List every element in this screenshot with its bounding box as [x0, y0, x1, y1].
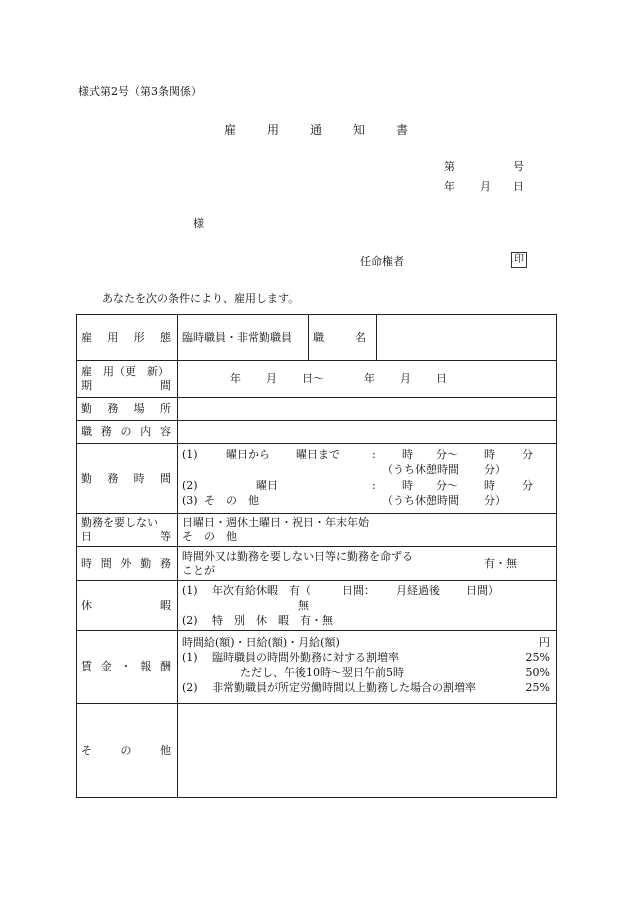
hours-line4-break: （うち休憩時間 [382, 493, 459, 507]
label-char: 暇 [160, 598, 171, 612]
hours-line1-from: 曜日から [226, 447, 270, 461]
row-leave [77, 581, 557, 631]
label-char: そ [81, 743, 92, 757]
label-leave [77, 581, 178, 631]
row-overtime [77, 547, 557, 581]
form-number: 様式第2号（第3条関係） [78, 85, 202, 98]
overtime-choice: 有・無 [484, 556, 517, 570]
hours-line1-num: (1) [182, 447, 198, 461]
label-char: 休 [81, 598, 92, 612]
hours-line3-colon: : [372, 478, 376, 492]
wages-line4-text: 非常勤職員が所定労働時間以上勤務した場合の割増率 [212, 681, 476, 694]
label-char: 職 [81, 425, 92, 438]
overtime-value[interactable] [178, 547, 557, 581]
leave-line2-text: 特 別 休 暇 有・無 [212, 613, 333, 627]
hours-line1-hour: 時 [402, 447, 413, 461]
period-month2: 月 [400, 372, 411, 385]
wages-line4-rate: 25% [525, 681, 550, 694]
hours-line4-text: そ の 他 [204, 493, 259, 507]
workplace-value[interactable] [178, 398, 557, 421]
label-char: の [120, 425, 132, 438]
period-month1: 月 [266, 372, 277, 385]
row-wages [77, 631, 557, 704]
label-char: 勤 [81, 471, 92, 485]
label-char: 金 [100, 660, 112, 673]
label-char: 所 [159, 402, 171, 415]
holidays-value[interactable] [178, 514, 557, 547]
hours-line1-hour2: 時 [484, 447, 495, 461]
period-day1: 日～ [302, 372, 324, 385]
label-char: 場 [133, 402, 145, 415]
hours-line2: （うち休憩時間 [382, 462, 459, 476]
leave-line2-num: (2) [182, 613, 198, 627]
row-workplace [77, 398, 557, 421]
number-prefix: 第 [444, 160, 455, 173]
hours-line1-min2: 分 [522, 447, 533, 461]
holidays-line2: そ の 他 [182, 530, 237, 543]
label-overtime [77, 547, 178, 581]
hours-line4-min: 分） [484, 493, 506, 507]
label-char: 雇 [81, 330, 92, 344]
label-wages [77, 631, 178, 704]
label-duties [77, 421, 178, 444]
appointer-label: 任命権者 [360, 255, 404, 268]
job-title-value[interactable] [377, 315, 557, 361]
wages-line2-text: 臨時職員の時間外勤務に対する割増率 [212, 651, 399, 664]
label-char: 務 [107, 402, 119, 415]
wages-line4-num: (2) [182, 681, 198, 694]
addressee-suffix: 様 [193, 217, 204, 230]
label-char: 時 [133, 471, 145, 485]
period-day2: 日 [436, 372, 447, 385]
label-char: 間 [100, 556, 112, 570]
label-char: 形 [133, 330, 145, 344]
leave-line1-days: 日間： [342, 583, 375, 597]
row-holidays [77, 514, 557, 547]
period-year1: 年 [230, 372, 241, 385]
title-char: 雇 [224, 123, 237, 137]
row-period [77, 361, 557, 398]
date-day: 日 [513, 180, 524, 193]
wages-line3-text: ただし、午後10時～翌日午前5時 [240, 666, 404, 679]
leave-line1-days2: 日間） [466, 583, 499, 597]
wages-line2-num: (1) [182, 651, 198, 664]
label-char: 間 [159, 471, 171, 485]
hours-line3-hour: 時 [402, 478, 413, 492]
label-char: 名 [355, 330, 366, 344]
label-char: 勤 [140, 556, 152, 570]
document-title [224, 124, 439, 136]
label-line: 雇 用（更 新） [81, 365, 169, 378]
label-char: 勤 [81, 402, 92, 415]
hours-line3-num: (2) [182, 478, 198, 492]
leave-line1-text: 年次有給休暇 有（ [212, 583, 311, 597]
label-line: 勤務を要しない [81, 516, 158, 529]
hours-line2-min: 分） [484, 462, 506, 476]
label-other [77, 704, 178, 798]
label-work-hours [77, 444, 178, 514]
label-char: 職 [313, 330, 324, 344]
label-char: 報 [140, 660, 152, 673]
hours-line3-min: 分～ [436, 478, 458, 492]
row-other [77, 704, 557, 798]
employment-conditions-table [76, 314, 557, 798]
title-char: 用 [267, 123, 280, 137]
employment-type-value: 臨時職員・非常勤職員 [178, 315, 309, 361]
label-char: 等 [160, 530, 171, 543]
number-suffix: 号 [513, 160, 524, 173]
label-char: 用 [107, 330, 119, 344]
hours-line3-hour2: 時 [484, 478, 495, 492]
leave-line1-num: (1) [182, 583, 198, 597]
label-char: 酬 [160, 660, 171, 673]
hours-line4-num: (3) [182, 493, 198, 507]
label-char: 務 [160, 556, 171, 570]
hours-line1-min: 分～ [436, 447, 458, 461]
intro-text: あなたを次の条件により、雇用します。 [102, 292, 300, 305]
label-char: 内 [140, 425, 152, 438]
duties-value[interactable] [178, 421, 557, 444]
title-char: 知 [353, 123, 366, 137]
leave-line1-none: 無 [298, 598, 309, 612]
wages-line1-unit: 円 [539, 636, 550, 649]
leave-value[interactable] [178, 581, 557, 631]
row-work-hours [77, 444, 557, 514]
label-char: 間 [160, 379, 171, 392]
label-holidays [77, 514, 178, 547]
label-char: 他 [160, 743, 171, 757]
label-char: 務 [100, 425, 112, 438]
wages-value[interactable] [178, 631, 557, 704]
title-char: 通 [310, 123, 323, 137]
hours-line1-to: 曜日まで [296, 447, 340, 461]
label-char: 賃 [81, 660, 92, 673]
label-char: 外 [120, 556, 132, 570]
label-char: 務 [107, 471, 119, 485]
label-period [77, 361, 178, 398]
wages-line1: 時間給(額)・日給(額)・月給(額) [182, 636, 340, 649]
overtime-line2: ことが [182, 563, 215, 577]
hours-line3-day: 曜日 [256, 478, 278, 492]
label-char: の [120, 743, 132, 757]
label-char: 時 [81, 556, 92, 570]
leave-line1-after: 月経過後 [396, 583, 440, 597]
hours-line1-colon: : [372, 447, 376, 461]
seal-mark: 印 [511, 252, 527, 268]
wages-line3-rate: 50% [525, 666, 550, 679]
period-year2: 年 [364, 372, 375, 385]
label-char: 日 [81, 530, 92, 543]
label-char: 態 [159, 330, 171, 344]
row-duties [77, 421, 557, 444]
label-job-title [309, 315, 377, 361]
label-employment-type [77, 315, 178, 361]
label-char: 期 [81, 379, 92, 392]
other-value[interactable] [178, 704, 557, 798]
wages-line2-rate: 25% [525, 651, 550, 664]
overtime-line1: 時間外又は勤務を要しない日等に勤務を命ずる [182, 549, 413, 563]
period-value[interactable] [178, 361, 557, 398]
label-char: ・ [120, 660, 132, 673]
hours-line3-min2: 分 [522, 478, 533, 492]
row-employment-type [77, 315, 557, 361]
label-char: 容 [160, 425, 171, 438]
label-workplace [77, 398, 178, 421]
holidays-line1: 日曜日・週休土曜日・祝日・年末年始 [182, 516, 369, 529]
date-year: 年 [444, 180, 455, 193]
work-hours-value[interactable] [178, 444, 557, 514]
title-char: 書 [396, 123, 409, 137]
date-month: 月 [480, 180, 491, 193]
